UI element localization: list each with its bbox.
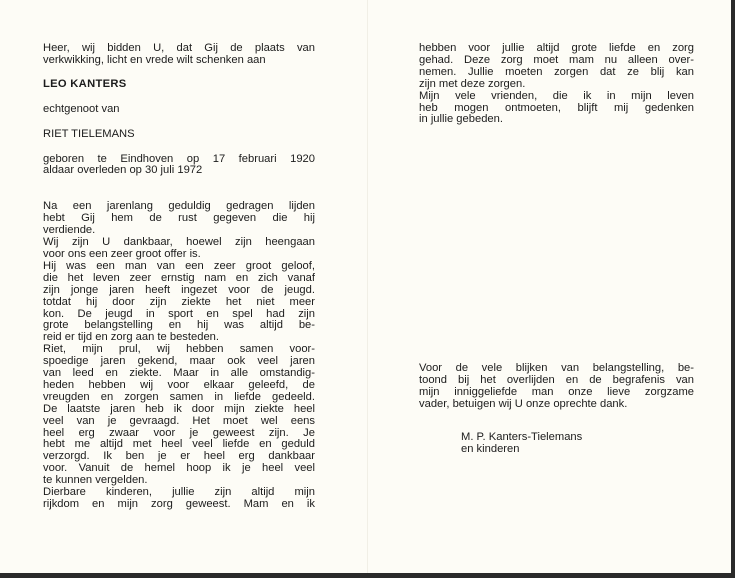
text-line: hebt Gij hem de rust gegeven die hij [43,212,315,225]
text-line: grote belangstelling en hij was altijd be- [43,319,315,332]
right-page [419,42,694,410]
text-line: Dierbare kinderen, jullie zijn altijd mijn [43,486,315,499]
prayer-line: Heer, wij bidden U, dat Gij de plaats van [43,42,315,54]
memorial-text [43,201,315,511]
text-line: Wij zijn U dankbaar, hoewel zijn heengaan [43,236,315,249]
text-line: gehad. Deze zorg moet mam nu alleen over- [419,53,694,66]
text-line: rijkdom en mijn zorg geweest. Mam en ik [43,498,315,510]
text-line: spoedige jaren gekend, maar ook veel jaren [43,355,315,368]
text-line: te kunnen vergelden. [43,474,148,487]
prayer-text [43,43,315,67]
center-fold [367,0,368,578]
memorial-text-continued [419,43,694,126]
scan-edge-bottom [0,573,735,578]
birth-death-info [43,154,315,178]
text-line: Na een jarenlang geduldig gedragen lijden [43,200,315,213]
text-line: mijn inniggeliefde man onze lieve zorgzame [419,385,694,398]
text-line: heel erg zwaar voor je geweest zijn. Je [43,426,315,439]
born-line: geboren te Eindhoven op 17 februari 1920 [43,152,315,165]
signature [461,431,582,455]
text-line: reid er tijd en zorg aan te besteden. [43,331,220,344]
signature-children: en kinderen [461,443,520,455]
text-line: die het leven zeer ernstig nam en zich vanaf [43,271,315,284]
text-line: Riet, mijn prul, wij hebben samen voor- [43,343,315,356]
thanks-text [419,363,694,411]
text-line: heden hebben wij voor elkaar geleefd, de [43,378,315,391]
text-line: heb mogen ontmoeten, blijft mij gedenken [419,101,694,114]
text-line: Hij was een man van een zeer groot geloof, [43,259,315,272]
text-line: kon. De jeugd in sport en spel had zijn [43,307,315,320]
text-line: verdiende. [43,224,96,237]
text-line: Voor de vele blijken van belangstelling, be- [419,362,694,374]
text-line: toond bij het overlijden en de begrafenis van [419,373,694,386]
died-line: aldaar overleden op 30 juli 1972 [43,164,203,177]
text-line: nemen. Jullie moeten zorgen dat ze blij kan [419,65,694,78]
text-line: zijn jonge jaren heeft ingezet voor de jeugd. [43,283,315,296]
text-line: voor ons een zeer groot offer is. [43,247,201,260]
text-line: vader, betuigen wij U onze oprechte dank. [419,397,628,410]
signature-name: M. P. Kanters-Tielemans [461,431,583,443]
text-line: totdat hij door zijn ziekte het niet meer [43,295,315,308]
text-line: Mijn vele vrienden, die ik in mijn leven [419,89,694,102]
spouse-name: RIET TIELEMANS [43,127,135,140]
spouse-intro: echtgenoot van [43,102,120,115]
text-line: hebben voor jullie altijd grote liefde en zorg [419,42,694,54]
text-line: verzorgd. Ik ben je er heel erg dankbaar [43,450,315,463]
text-line: hebt me altijd met heel veel liefde en geduld [43,438,315,451]
text-line: van leed en ziekte. Maar in alle omstandig- [43,367,315,380]
text-line: veel van je gevraagd. Het moet wel eens [43,414,315,427]
text-line: zijn met deze zorgen. [419,77,526,90]
deceased-name: LEO KANTERS [43,77,127,90]
text-line: De laatste jaren heb ik door mijn ziekte heel [43,402,315,415]
text-line: in jullie gebeden. [419,113,503,126]
prayer-line: verkwikking, licht en vrede wilt schenken aan [43,53,266,66]
scan-edge-right [731,0,735,578]
left-page [43,43,315,511]
text-line: voor. Vanuit de hemel hoop ik je heel veel [43,462,315,475]
text-line: vreugden en zorgen samen in liefde gedeeld. [43,390,315,403]
